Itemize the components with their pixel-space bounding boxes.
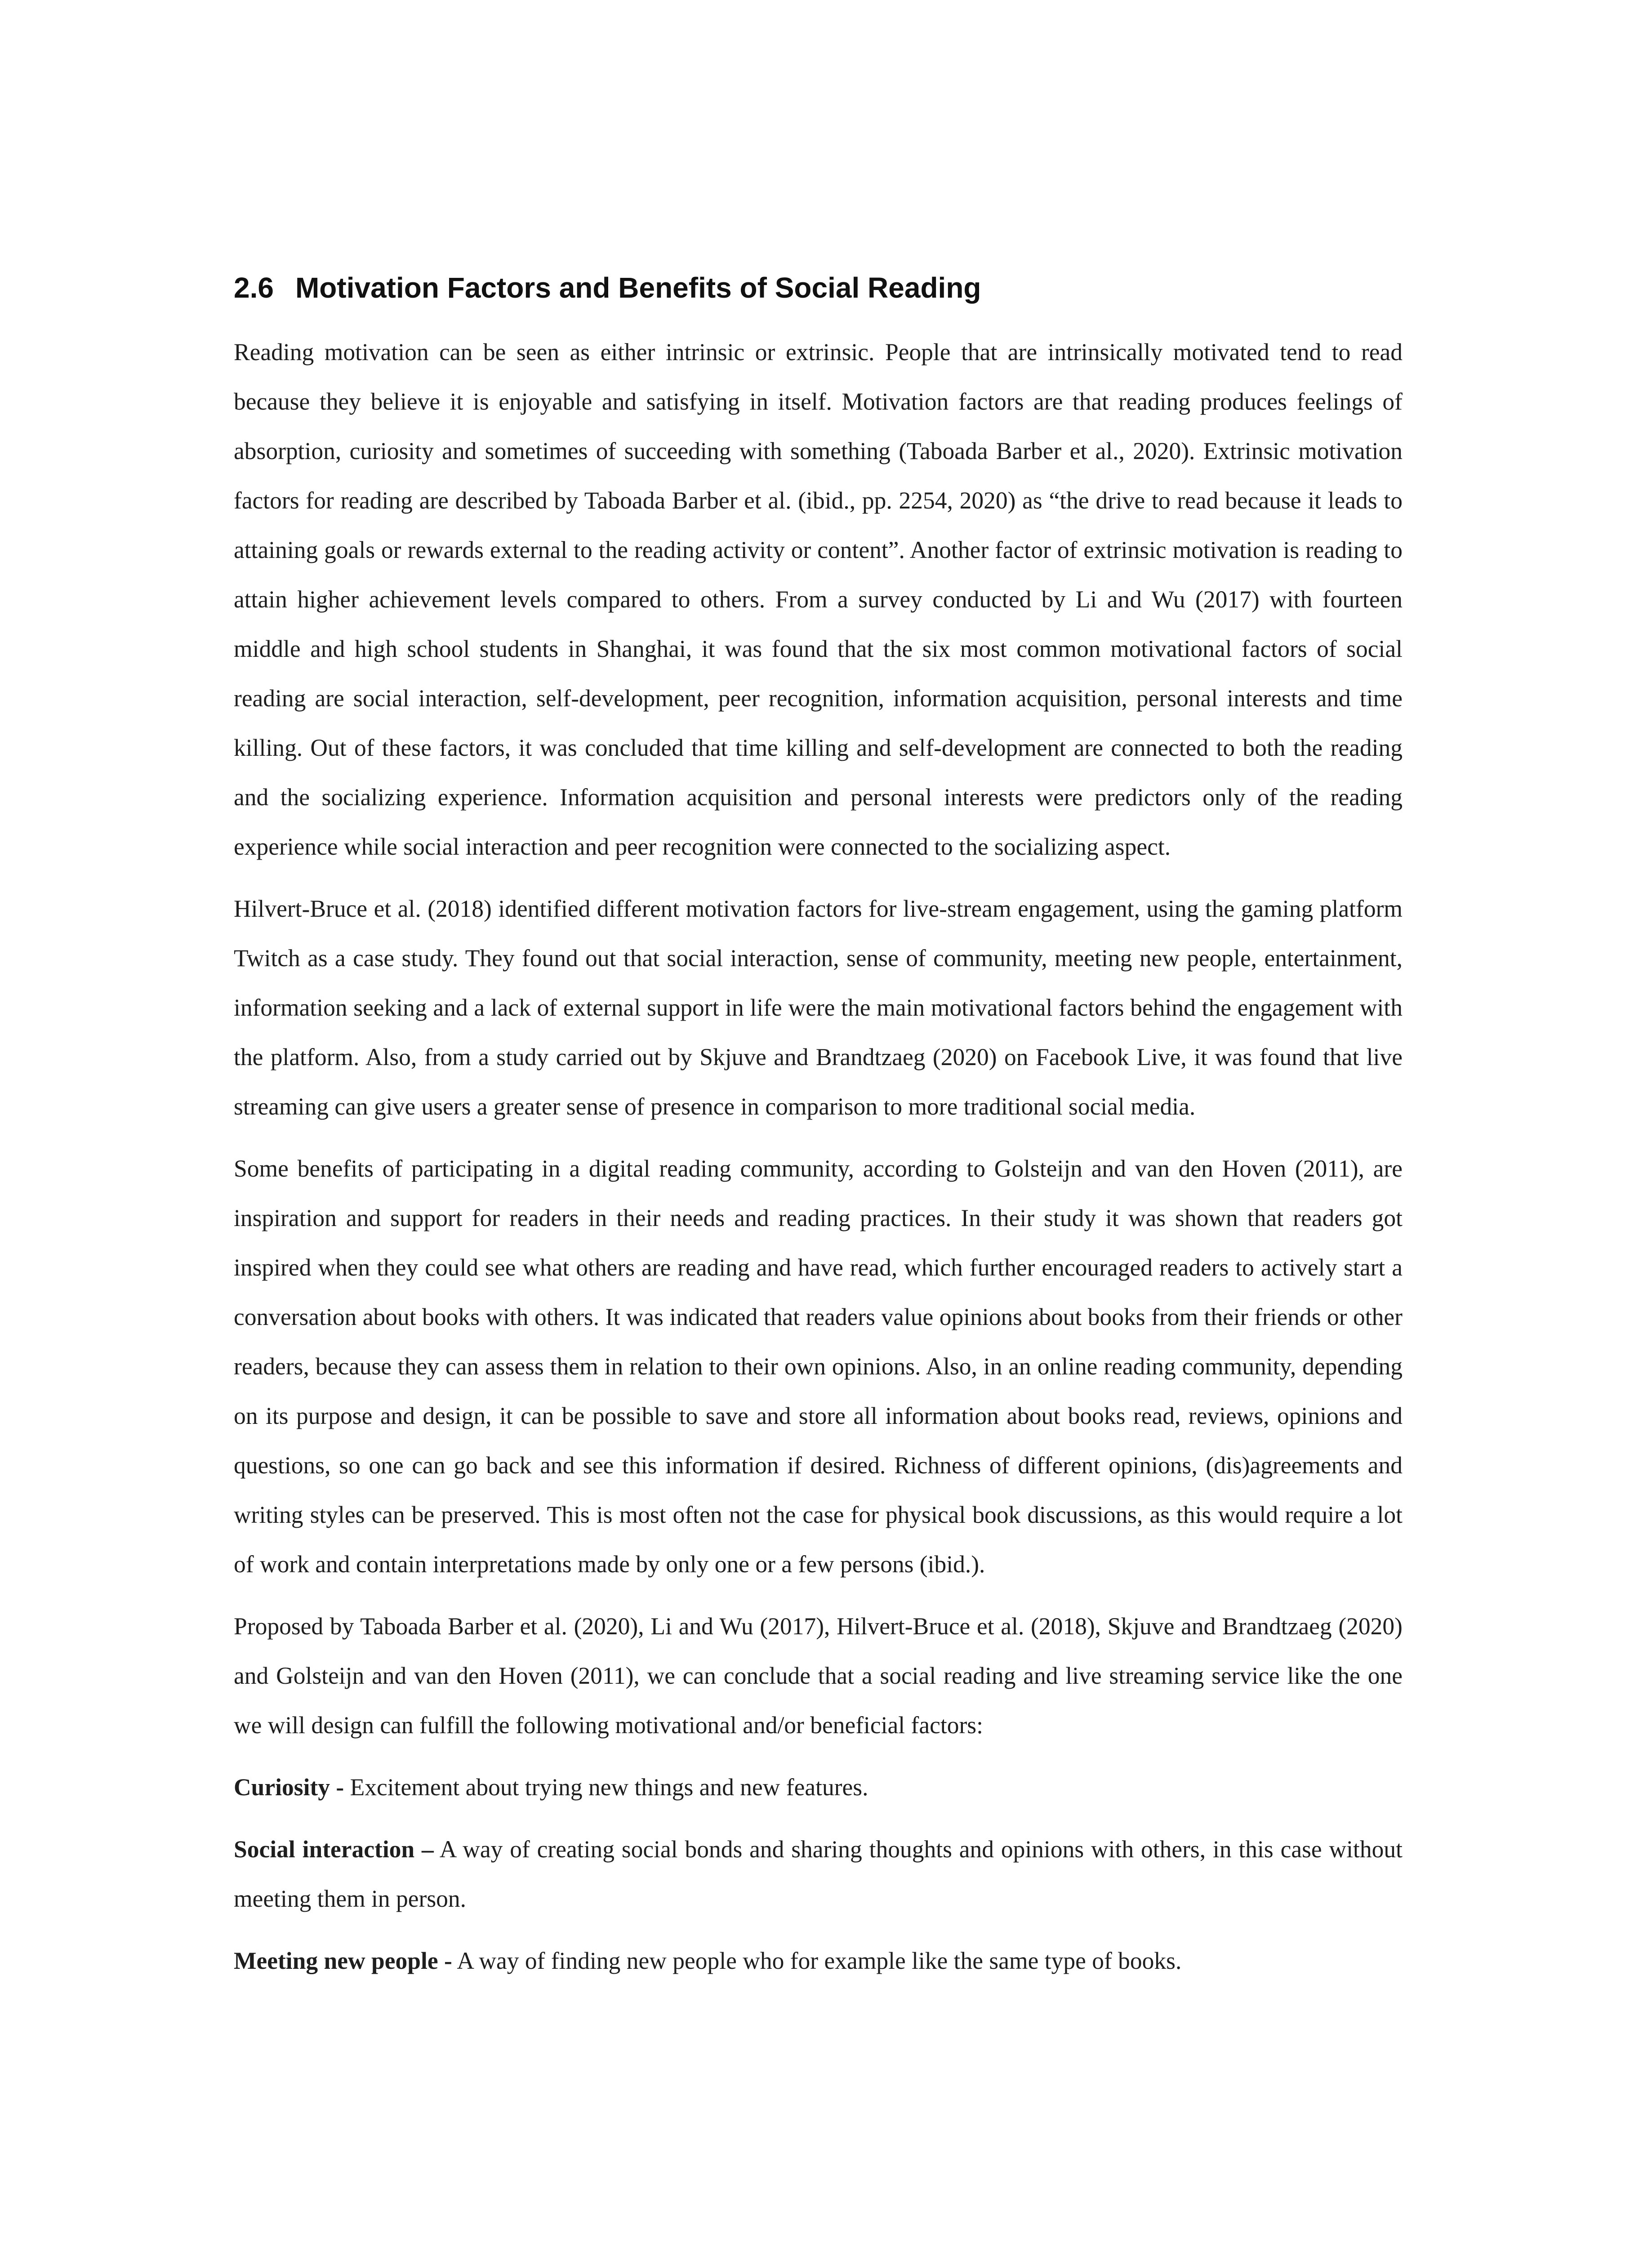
factor-description: A way of finding new people who for example like the same type of books. (457, 1947, 1182, 1974)
body-paragraph: Reading motivation can be seen as either intrinsic or extrinsic. People that are intrinsically motivated tend to read because they believe it is enjoyable and satisfying in itself. Motivation factors are that reading produces feelings of absorption, curiosity and sometimes of succeeding with something (Taboada Barber et al., 2020). Extrinsic motivation factors for reading are described by Taboada Barber et al. (ibid., pp. 2254, 2020) as “the drive to read because it leads to attaining goals or rewards external to the reading activity or content”. Another factor of extrinsic motivation is reading to attain higher achievement levels compared to others. From a survey conducted by Li and Wu (2017) with fourteen middle and high school students in Shanghai, it was found that the six most common motivational factors of social reading are social interaction, self-development, peer recognition, information acquisition, personal interests and time killing. Out of these factors, it was concluded that time killing and self-development are connected to both the reading and the socializing experience. Information acquisition and personal interests were predictors only of the reading experience while social interaction and peer recognition were connected to the socializing aspect. (234, 339, 1403, 860)
body-paragraph: Hilvert-Bruce et al. (2018) identified different motivation factors for live-stream engagement, using the gaming platform Twitch as a case study. They found out that social interaction, sense of community, meeting new people, entertainment, information seeking and a lack of external support in life were the main motivational factors behind the engagement with the platform. Also, from a study carried out by Skjuve and Brandtzaeg (2020) on Facebook Live, it was found that live streaming can give users a greater sense of presence in comparison to more traditional social media. (234, 895, 1403, 1120)
factor-item (234, 1762, 1403, 1812)
factor-term: Social interaction – (234, 1836, 434, 1863)
factor-item (234, 1936, 1403, 1985)
section-title: Motivation Factors and Benefits of Social Reading (295, 272, 981, 304)
body-paragraph: Proposed by Taboada Barber et al. (2020), Li and Wu (2017), Hilvert-Bruce et al. (2018), Skjuve and Brandtzaeg (2020) and Golsteijn and van den Hoven (2011), we can conclude that a social reading and live streaming service like the one we will design can fulfill the following motivational and/or beneficial factors: (234, 1613, 1403, 1739)
factor-term: Meeting new people - (234, 1947, 452, 1974)
section-number: 2.6 (234, 272, 274, 304)
factor-item (234, 1824, 1403, 1923)
page-content (234, 270, 1403, 1998)
body-paragraph: Some benefits of participating in a digital reading community, according to Golsteijn and van den Hoven (2011), are inspiration and support for readers in their needs and reading practices. In their study it was shown that readers got inspired when they could see what others are reading and have read, which further encouraged readers to actively start a conversation about books with others. It was indicated that readers value opinions about books from their friends or other readers, because they can assess them in relation to their own opinions. Also, in an online reading community, depending on its purpose and design, it can be possible to save and store all information about books read, reviews, opinions and questions, so one can go back and see this information if desired. Richness of different opinions, (dis)agreements and writing styles can be preserved. This is most often not the case for physical book discussions, as this would require a lot of work and contain interpretations made by only one or a few persons (ibid.). (234, 1155, 1403, 1578)
factor-term: Curiosity - (234, 1774, 344, 1801)
factor-description: A way of creating social bonds and sharing thoughts and opinions with others, in this case without meeting them in person. (234, 1836, 1403, 1912)
factor-description: Excitement about trying new things and new features. (350, 1774, 868, 1801)
section-heading (234, 270, 1403, 306)
